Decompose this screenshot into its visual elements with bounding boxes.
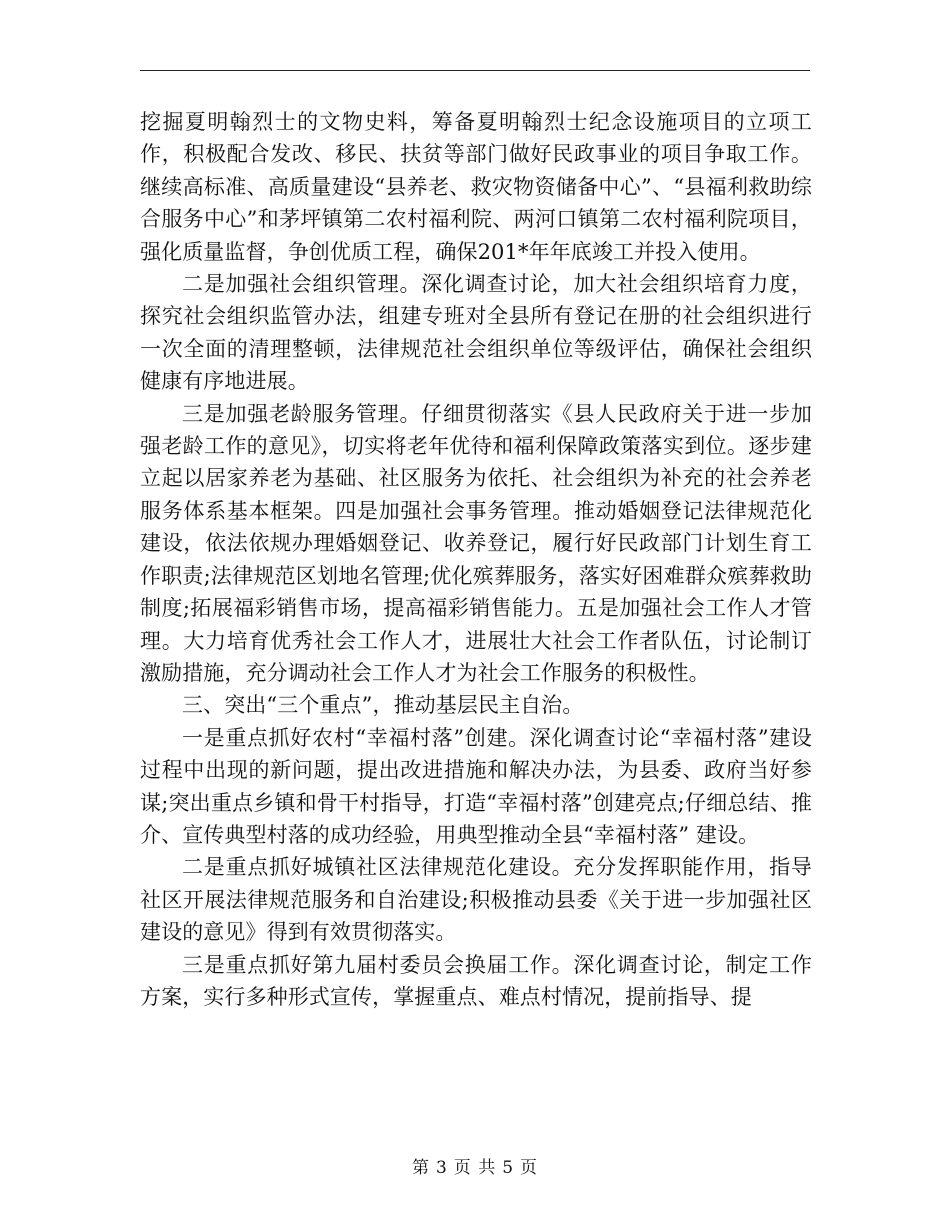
paragraph-2: 二是加强社会组织管理。深化调查讨论，加大社会组织培育力度，探究社会组织监管办法，组建专班对全县所有登记在册的社会组织进行一次全面的清理整顿，法律规范社会组织单位等级评估，确保社会组织健康有序地进展。 bbox=[140, 272, 812, 394]
footer-total-pages: 5 bbox=[502, 1158, 515, 1178]
footer-page-number: 3 bbox=[435, 1158, 448, 1178]
paragraph-7: 三是重点抓好第九届村委员会换届工作。深化调查讨论，制定工作方案，实行多种形式宣传，掌握重点、难点村情况，提前指导、提 bbox=[140, 952, 812, 1009]
document-body bbox=[140, 106, 812, 1013]
footer-middle: 页 共 bbox=[453, 1158, 497, 1178]
paragraph-6: 二是重点抓好城镇社区法律规范化建设。充分发挥职能作用，指导社区开展法律规范服务和自治建设;积极推动县委《关于进一步加强社区建设的意见》得到有效贯彻落实。 bbox=[140, 855, 812, 945]
paragraph-1: 挖掘夏明翰烈士的文物史料，筹备夏明翰烈士纪念设施项目的立项工作，积极配合发改、移民、扶贫等部门做好民政事业的项目争取工作。继续高标准、高质量建设“县养老、救灾物资储备中心”、“县福利救助综合服务中心”和茅坪镇第二农村福利院、两河口镇第二农村福利院项目，强化质量监督，争创优质工程，确保201*年年底竣工并投入使用。 bbox=[140, 110, 812, 264]
paragraph-5: 一是重点抓好农村“幸福村落”创建。深化调查讨论“幸福村落”建设过程中出现的新问题，提出改进措施和解决办法，为县委、政府当好参谋;突出重点乡镇和骨干村指导，打造“幸福村落”创建亮点;仔细总结、推介、宣传典型村落的成功经验，用典型推动全县“幸福村落” 建设。 bbox=[140, 725, 812, 847]
header-rule bbox=[140, 70, 810, 71]
paragraph-3: 三是加强老龄服务管理。仔细贯彻落实《县人民政府关于进一步加强老龄工作的意见》，切实将老年优待和福利保障政策落实到位。逐步建立起以居家养老为基础、社区服务为依托、社会组织为补充的社会养老服务体系基本框架。四是加强社会事务管理。推动婚姻登记法律规范化建设，依法依规办理婚姻登记、收养登记，履行好民政部门计划生育工作职责;法律规范区划地名管理;优化殡葬服务，落实好困难群众殡葬救助制度;拓展福彩销售市场，提高福彩销售能力。五是加强社会工作人才管理。大力培育优秀社会工作人才，进展壮大社会工作者队伍，讨论制订激励措施，充分调动社会工作人才为社会工作服务的积极性。 bbox=[140, 401, 812, 685]
section-heading: 三、突出“三个重点”，推动基层民主自治。 bbox=[182, 693, 584, 718]
page-footer bbox=[0, 1153, 950, 1178]
footer-prefix: 第 bbox=[411, 1158, 430, 1178]
footer-suffix: 页 bbox=[520, 1158, 539, 1178]
